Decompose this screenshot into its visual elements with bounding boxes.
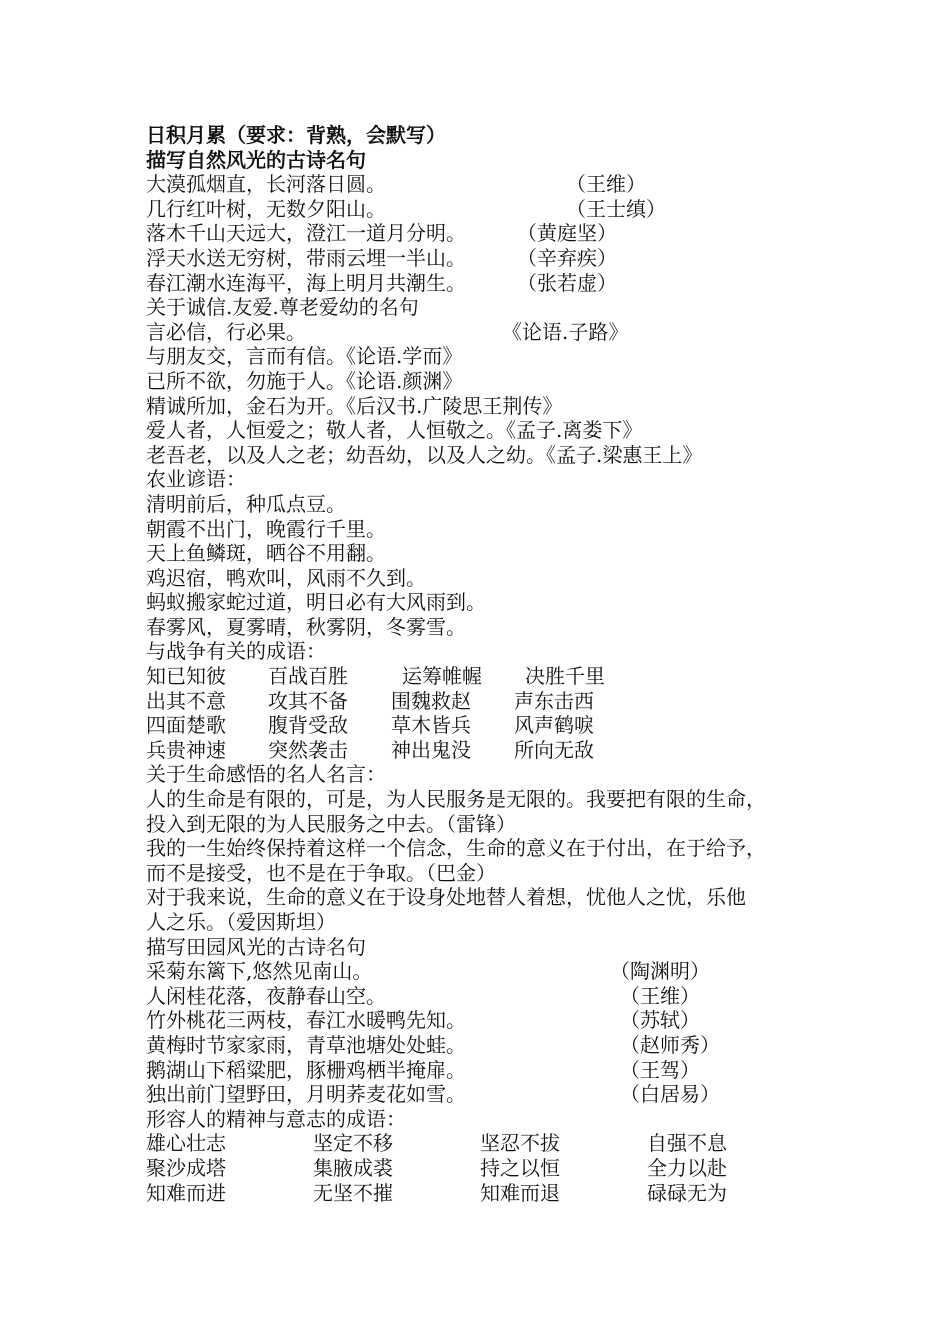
- idiom: 全力以赴: [647, 1155, 727, 1180]
- section-heading-integrity: 关于诚信.友爱.尊老爱幼的名句: [146, 295, 419, 320]
- idiom-row: [146, 713, 846, 738]
- poem-author: （黄庭坚）: [517, 221, 617, 246]
- proverb-line: 鸡迟宿，鸭欢叫，风雨不久到。: [146, 565, 426, 590]
- quote-line: 投入到无限的为人民服务之中去。（雷锋）: [146, 811, 516, 836]
- idiom: 草木皆兵: [391, 713, 471, 738]
- page-title: 日积月累（要求：背熟，会默写）: [146, 123, 446, 147]
- idiom: 兵贵神速: [146, 737, 226, 762]
- idiom: 突然袭击: [268, 737, 348, 762]
- poem-text: 独出前门望野田，月明荞麦花如雪。: [146, 1082, 466, 1107]
- section-heading-nature-poems: 描写自然风光的古诗名句: [146, 147, 366, 172]
- poem-text: 黄梅时节家家雨，青草池塘处处蛙。: [146, 1032, 466, 1057]
- section-heading-life-quotes: 关于生命感悟的名人名言：: [146, 762, 386, 787]
- idiom: 攻其不备: [268, 688, 348, 713]
- proverb-line: 蚂蚁搬家蛇过道，明日必有大风雨到。: [146, 590, 486, 615]
- idiom-row: [146, 738, 846, 763]
- poem-author: （王维）: [620, 983, 700, 1008]
- idiom: 知已知彼: [146, 664, 226, 689]
- quote-line: 人之乐。（爱因斯坦）: [146, 910, 336, 934]
- poem-author: （王士缜）: [566, 196, 666, 221]
- poem-text: 大漠孤烟直，长河落日圆。: [146, 172, 386, 197]
- idiom: 碌碌无为: [647, 1180, 727, 1205]
- poem-author: （白居易）: [620, 1082, 720, 1107]
- idiom: 知难而进: [146, 1180, 226, 1205]
- poem-author: （张若虚）: [517, 270, 617, 295]
- quote-line: 爱人者，人恒爱之；敬人者，人恒敬之。《孟子.离娄下》: [146, 418, 643, 443]
- section-heading-war-idioms: 与战争有关的成语：: [146, 639, 326, 664]
- document-page: [146, 123, 846, 1205]
- poem-text: 人闲桂花落，夜静春山空。: [146, 983, 386, 1008]
- proverb-line: 春雾风，夏雾晴，秋雾阴，冬雾雪。: [146, 614, 466, 639]
- quote-line: 对于我来说，生命的意义在于设身处地替人着想，忧他人之忧，乐他: [146, 885, 746, 910]
- poem-line: [146, 984, 846, 1009]
- idiom: 出其不意: [146, 688, 226, 713]
- poem-text: 鹅湖山下稻粱肥，豚栅鸡栖半掩扉。: [146, 1057, 466, 1082]
- quote-text: 言必信，行必果。: [146, 319, 306, 344]
- poem-line: [146, 959, 846, 984]
- poem-author: （王维）: [566, 172, 646, 197]
- idiom: 神出鬼没: [391, 737, 471, 762]
- idiom: 决胜千里: [525, 664, 605, 689]
- quote-line: 人的生命是有限的，可是，为人民服务是无限的。我要把有限的生命，: [146, 787, 766, 812]
- quote-line: 精诚所加，金石为开。《后汉书.广陵思王荆传》: [146, 393, 563, 418]
- poem-text: 几行红叶树，无数夕阳山。: [146, 196, 386, 221]
- quote-source: 《论语.子路》: [502, 319, 629, 344]
- idiom-row: [146, 689, 846, 714]
- poem-line: [146, 1058, 846, 1083]
- idiom: 百战百胜: [268, 664, 348, 689]
- poem-text: 落木千山天远大，澄江一道月分明。: [146, 221, 466, 246]
- quote-line: 与朋友交，言而有信。《论语.学而》: [146, 344, 463, 369]
- idiom: 围魏救赵: [391, 688, 471, 713]
- poem-line: [146, 172, 846, 197]
- idiom-row: [146, 664, 846, 689]
- poem-text: 竹外桃花三两枝，春江水暖鸭先知。: [146, 1008, 466, 1033]
- quote-line: [146, 320, 846, 345]
- idiom: 风声鹤唳: [514, 713, 594, 738]
- quote-line: 而不是接受，也不是在于争取。（巴金）: [146, 860, 496, 885]
- poem-line: [146, 1082, 846, 1107]
- poem-author: （赵师秀）: [620, 1032, 720, 1057]
- idiom: 坚忍不拔: [480, 1131, 560, 1156]
- idiom: 坚定不移: [313, 1131, 393, 1156]
- idiom-row: [146, 1156, 846, 1181]
- quote-line: 老吾老，以及人之老；幼吾幼，以及人之幼。《孟子.梁惠王上》: [146, 442, 703, 467]
- idiom-row: [146, 1131, 846, 1156]
- poem-line: [146, 1033, 846, 1058]
- poem-author: （苏轼）: [620, 1008, 700, 1033]
- quote-line: 我的一生始终保持着这样一个信念，生命的意义在于付出，在于给予，: [146, 836, 766, 861]
- idiom: 持之以恒: [480, 1155, 560, 1180]
- quote-line: 已所不欲，勿施于人。《论语.颜渊》: [146, 368, 463, 393]
- poem-line: [146, 221, 846, 246]
- poem-text: 浮天水送无穷树，带雨云埋一半山。: [146, 245, 466, 270]
- idiom: 声东击西: [514, 688, 594, 713]
- poem-author: （辛弃疾）: [517, 245, 617, 270]
- poem-line: [146, 1008, 846, 1033]
- poem-text: 春江潮水连海平，海上明月共潮生。: [146, 270, 466, 295]
- idiom: 聚沙成塔: [146, 1155, 226, 1180]
- poem-author: （王驾）: [620, 1057, 700, 1082]
- proverb-line: 清明前后，种瓜点豆。: [146, 491, 346, 516]
- idiom: 集腋成裘: [313, 1155, 393, 1180]
- poem-text: 采菊东篱下,悠然见南山。: [146, 959, 373, 984]
- idiom: 运筹帷幄: [402, 664, 482, 689]
- idiom-row: [146, 1181, 846, 1206]
- poem-line: [146, 271, 846, 296]
- section-heading-spirit-idioms: 形容人的精神与意志的成语：: [146, 1106, 406, 1131]
- idiom: 四面楚歌: [146, 713, 226, 738]
- idiom: 自强不息: [647, 1131, 727, 1156]
- idiom: 所向无敌: [514, 737, 594, 762]
- section-heading-pastoral-poems: 描写田园风光的古诗名句: [146, 934, 366, 959]
- idiom: 雄心壮志: [146, 1131, 226, 1156]
- poem-author: （陶渊明）: [610, 959, 710, 984]
- poem-line: [146, 197, 846, 222]
- section-heading-proverbs: 农业谚语：: [146, 467, 246, 492]
- proverb-line: 天上鱼鳞斑，晒谷不用翻。: [146, 541, 386, 566]
- idiom: 知难而退: [480, 1180, 560, 1205]
- proverb-line: 朝霞不出门，晚霞行千里。: [146, 516, 386, 541]
- poem-line: [146, 246, 846, 271]
- idiom: 腹背受敌: [268, 713, 348, 738]
- idiom: 无坚不摧: [313, 1180, 393, 1205]
